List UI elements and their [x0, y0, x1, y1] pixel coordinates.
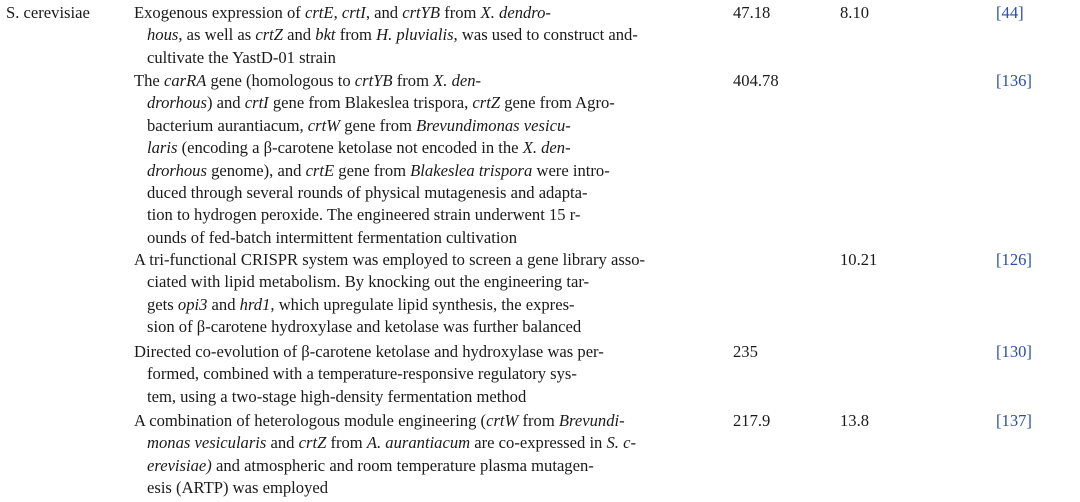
text-span: Exogenous expression of — [134, 3, 305, 22]
description-cell — [134, 70, 714, 249]
value-cell-b: 10.21 — [840, 250, 878, 269]
italic-text: opi3 — [177, 294, 208, 314]
text-span: ciated with lipid metabolism. By knocking out the engineering tar- — [147, 272, 590, 292]
description-line — [134, 410, 714, 432]
text-span: and atmospheric and room temperature plasma mutagen- — [211, 455, 594, 475]
text-span: were intro- — [532, 160, 610, 180]
text-span: from — [326, 433, 367, 453]
italic-text: crtYB — [402, 3, 441, 22]
description-line — [134, 432, 714, 454]
description-line — [134, 363, 714, 385]
italic-text: hrd1 — [239, 294, 271, 314]
text-span: gene from Blakeslea trispora, — [268, 93, 473, 113]
value-cell-a: 47.18 — [733, 3, 771, 22]
italic-text: carRA — [163, 71, 207, 90]
value-cell-a: 235 — [733, 342, 758, 361]
text-span: tion to hydrogen peroxide. The engineered strain underwent 15 r- — [147, 205, 581, 225]
description-line — [134, 386, 714, 408]
italic-text: crtZ — [298, 433, 327, 453]
value-cell-a: 404.78 — [733, 71, 779, 90]
text-span: and — [283, 25, 316, 45]
text-span: , was used to construct and- — [453, 25, 638, 45]
reference-link[interactable]: [130] — [996, 342, 1032, 361]
text-span: , as well as — [178, 25, 256, 45]
text-span: and — [266, 433, 299, 453]
text-span: are co-expressed in — [470, 433, 607, 453]
italic-text: drorhous — [147, 93, 207, 113]
description-line — [134, 70, 714, 92]
italic-text: monas vesicularis — [147, 433, 267, 453]
description-line — [134, 341, 714, 363]
italic-text: crtE — [305, 160, 335, 180]
description-cell — [134, 2, 714, 69]
organism-label: S. cerevisiae — [6, 3, 90, 22]
text-span: , — [333, 3, 342, 22]
text-span: , and — [365, 3, 403, 22]
text-span: and — [207, 294, 240, 314]
reference-link[interactable]: [137] — [996, 411, 1032, 430]
text-span: gene (homologous to — [206, 71, 355, 90]
italic-text: crtW — [486, 411, 519, 430]
text-span: A tri-functional CRISPR system was employed to screen a gene library asso- — [134, 250, 646, 269]
text-span: from — [335, 25, 377, 45]
text-span: gene from — [340, 115, 417, 135]
italic-text: Blakeslea trispora — [410, 160, 533, 180]
text-span: from — [392, 71, 434, 90]
description-line — [134, 24, 714, 46]
italic-text: crtW — [307, 115, 341, 135]
italic-text: A. aurantiacum — [366, 433, 471, 453]
reference-link[interactable]: [44] — [996, 3, 1024, 22]
description-line — [134, 455, 714, 477]
description-line — [134, 47, 714, 69]
text-span: (encoding a β-carotene ketolase not encoded in the — [177, 138, 523, 158]
description-line — [134, 227, 714, 249]
text-span: bacterium aurantiacum, — [147, 115, 308, 135]
italic-text: X. den- — [433, 71, 482, 90]
description-line — [134, 2, 714, 24]
text-span: cultivate the YastD-01 strain — [147, 47, 336, 67]
text-span: A combination of heterologous module engineering ( — [134, 411, 487, 430]
text-span: from — [440, 3, 481, 22]
text-span: esis (ARTP) was employed — [147, 478, 329, 498]
text-span: from — [518, 411, 559, 430]
italic-text: Brevundimonas vesicu- — [416, 115, 571, 135]
italic-text: X. den- — [522, 138, 571, 158]
description-cell — [134, 341, 714, 408]
description-line — [134, 249, 714, 271]
description-line — [134, 137, 714, 159]
description-cell — [134, 410, 714, 500]
italic-text: erevisiae) — [147, 455, 212, 475]
text-span: tem, using a two-stage high-density fermentation method — [147, 386, 527, 406]
value-cell-a: 217.9 — [733, 411, 771, 430]
italic-text: drorhous — [147, 160, 207, 180]
italic-text: crtE — [304, 3, 334, 22]
italic-text: Brevundi- — [558, 411, 625, 430]
italic-text: laris — [147, 138, 178, 158]
text-span: genome), and — [206, 160, 306, 180]
italic-text: bkt — [315, 25, 336, 45]
italic-text: crtI — [341, 3, 366, 22]
text-span: ) and — [206, 93, 245, 113]
description-line — [134, 316, 714, 338]
text-span: The — [134, 71, 164, 90]
italic-text: H. pluvialis — [376, 25, 454, 45]
description-line — [134, 477, 714, 499]
description-line — [134, 204, 714, 226]
description-cell — [134, 249, 714, 339]
text-span: gene from — [334, 160, 411, 180]
text-span: ounds of fed-batch intermittent fermentation cultivation — [147, 227, 518, 247]
italic-text: crtI — [244, 93, 269, 113]
italic-text: crtZ — [255, 25, 283, 45]
description-line — [134, 294, 714, 316]
text-span: gene from Agro- — [500, 93, 615, 113]
text-span: formed, combined with a temperature-responsive regulatory sys- — [147, 364, 577, 384]
text-span: gets — [147, 294, 178, 314]
text-span: , which upregulate lipid synthesis, the expres- — [270, 294, 575, 314]
description-line — [134, 182, 714, 204]
reference-link[interactable]: [126] — [996, 250, 1032, 269]
value-cell-b: 8.10 — [840, 3, 870, 22]
value-cell-b: 13.8 — [840, 411, 870, 430]
description-line — [134, 271, 714, 293]
italic-text: S. c- — [606, 433, 636, 453]
italic-text: crtZ — [472, 93, 501, 113]
text-span: sion of β-carotene hydroxylase and ketolase was further balanced — [147, 317, 582, 337]
italic-text: hous — [147, 25, 179, 45]
italic-text: X. dendro- — [480, 3, 551, 22]
description-line — [134, 115, 714, 137]
text-span: duced through several rounds of physical mutagenesis and adapta- — [147, 183, 588, 203]
reference-link[interactable]: [136] — [996, 71, 1032, 90]
text-span: Directed co-evolution of β-carotene ketolase and hydroxylase was per- — [134, 342, 604, 361]
description-line — [134, 92, 714, 114]
description-line — [134, 160, 714, 182]
italic-text: crtYB — [354, 71, 393, 90]
